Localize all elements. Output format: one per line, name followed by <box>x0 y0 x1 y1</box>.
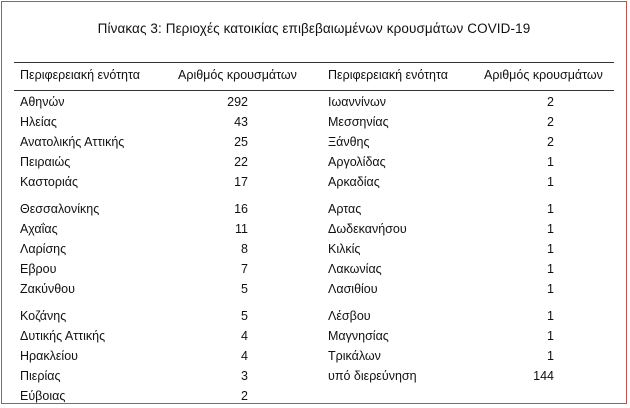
right-region-cell: Λασιθίου <box>328 282 378 296</box>
right-region-cell: Ιωαννίνων <box>328 95 386 109</box>
right-cases-cell: 2 <box>547 135 554 149</box>
right-region-cell: Κιλκίς <box>328 242 361 256</box>
left-cases-cell: 2 <box>241 389 248 403</box>
left-cases-cell: 5 <box>241 309 248 323</box>
left-region-cell: Αχαΐας <box>20 222 58 236</box>
right-cases-cell: 2 <box>547 95 554 109</box>
left-region-cell: Εβρου <box>20 262 57 276</box>
right-region-cell: Ξάνθης <box>328 135 370 149</box>
right-region-cell: Αρτας <box>328 202 362 216</box>
right-region-cell: Δωδεκανήσου <box>328 222 407 236</box>
left-region-cell: Πιερίας <box>20 369 61 383</box>
left-cases-cell: 4 <box>241 349 248 363</box>
right-region-cell: Τρικάλων <box>328 349 381 363</box>
top-rule <box>14 62 614 63</box>
left-cases-cell: 8 <box>241 242 248 256</box>
table-frame <box>1 1 627 404</box>
left-cases-cell: 16 <box>234 202 248 216</box>
left-cases-cell: 4 <box>241 329 248 343</box>
table-title: Πίνακας 3: Περιοχές κατοικίας επιβεβαιωμένων κρουσμάτων COVID-19 <box>97 21 531 36</box>
right-cases-cell: 1 <box>547 349 554 363</box>
left-cases-cell: 17 <box>234 175 248 189</box>
header-cases-left: Αριθμός κρουσμάτων <box>178 68 297 82</box>
left-cases-cell: 5 <box>241 282 248 296</box>
left-region-cell: Πειραιώς <box>20 155 71 169</box>
right-region-cell: Λακωνίας <box>328 262 382 276</box>
header-region-right: Περιφερειακή ενότητα <box>328 68 449 82</box>
left-cases-cell: 292 <box>227 95 248 109</box>
header-rule <box>14 90 614 91</box>
left-region-cell: Δυτικής Αττικής <box>20 329 106 343</box>
left-region-cell: Αθηνών <box>20 95 65 109</box>
right-cases-cell: 1 <box>547 155 554 169</box>
right-region-cell: Αργολίδας <box>328 155 386 169</box>
left-cases-cell: 22 <box>234 155 248 169</box>
left-region-cell: Κοζάνης <box>20 309 67 323</box>
right-cases-cell: 1 <box>547 329 554 343</box>
right-region-cell: Λέσβου <box>328 309 371 323</box>
right-cases-cell: 1 <box>547 202 554 216</box>
left-region-cell: Θεσσαλονίκης <box>20 202 100 216</box>
right-cases-cell: 1 <box>547 175 554 189</box>
right-region-cell: Μαγνησίας <box>328 329 389 343</box>
left-region-cell: Ηλείας <box>20 115 57 129</box>
right-cases-cell: 1 <box>547 242 554 256</box>
left-region-cell: Εύβοιας <box>20 389 66 403</box>
left-region-cell: Λαρίσης <box>20 242 67 256</box>
left-region-cell: Ανατολικής Αττικής <box>20 135 125 149</box>
right-region-cell: Μεσσηνίας <box>328 115 389 129</box>
right-cases-cell: 1 <box>547 222 554 236</box>
left-cases-cell: 25 <box>234 135 248 149</box>
right-cases-cell: 144 <box>533 369 554 383</box>
left-region-cell: Ηρακλείου <box>20 349 79 363</box>
right-region-cell: υπό διερεύνηση <box>328 369 417 383</box>
right-region-cell: Αρκαδίας <box>328 175 380 189</box>
header-region-left: Περιφερειακή ενότητα <box>20 68 141 82</box>
right-cases-cell: 1 <box>547 262 554 276</box>
left-cases-cell: 3 <box>241 369 248 383</box>
right-cases-cell: 1 <box>547 282 554 296</box>
right-cases-cell: 1 <box>547 309 554 323</box>
header-cases-right: Αριθμός κρουσμάτων <box>484 68 603 82</box>
left-region-cell: Καστοριάς <box>20 175 78 189</box>
left-cases-cell: 11 <box>235 222 248 236</box>
left-cases-cell: 43 <box>234 115 248 129</box>
right-cases-cell: 2 <box>547 115 554 129</box>
left-region-cell: Ζακύνθου <box>20 282 75 296</box>
left-cases-cell: 7 <box>241 262 248 276</box>
